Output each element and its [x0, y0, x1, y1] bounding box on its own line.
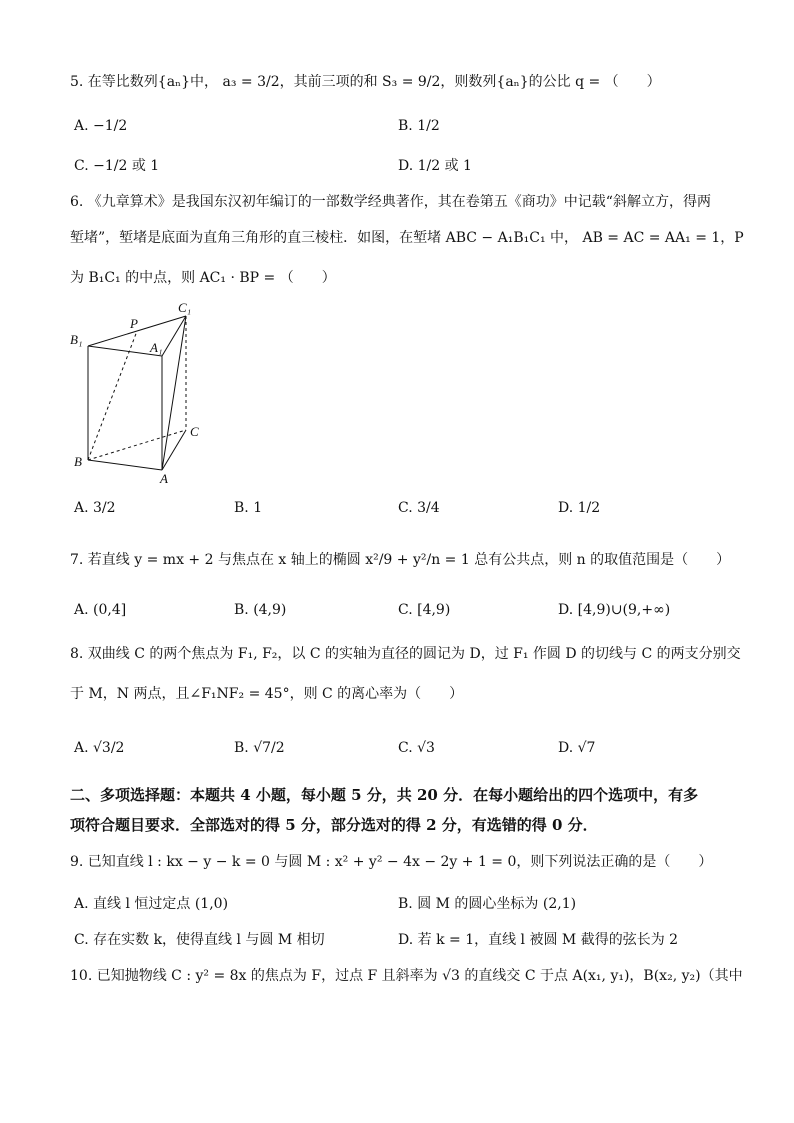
segment-a-c1: [162, 316, 186, 470]
q5-option-b: B. 1/2: [398, 118, 440, 134]
prism-figure: [66, 300, 216, 490]
q6-option-c: C. 3/4: [398, 500, 440, 516]
q7-option-c: C. [4,9): [398, 602, 451, 618]
q5-option-c: C. −1/2 或 1: [74, 158, 160, 174]
q7-stem: 7. 若直线 y = mx + 2 与焦点在 x 轴上的椭圆 x²/9 + y²/n = 1 总有公共点，则 n 的取值范围是（ ）: [70, 552, 731, 568]
q9-option-b: B. 圆 M 的圆心坐标为 (2,1): [398, 896, 577, 912]
q6-option-d: D. 1/2: [558, 500, 601, 516]
q10-stem: 10. 已知抛物线 C : y² = 8x 的焦点为 F，过点 F 且斜率为 √3 的直线交 C 于点 A(x₁, y₁)，B(x₂, y₂)（其中: [70, 968, 743, 984]
edge-b-c: [88, 430, 186, 460]
section2-instructions-line1: 二、多项选择题：本题共 4 小题，每小题 5 分，共 20 分．在每小题给出的四个选项中，有多: [70, 786, 699, 804]
q8-stem-line1: 8. 双曲线 C 的两个焦点为 F₁, F₂，以 C 的实轴为直径的圆记为 D，过 F₁ 作圆 D 的切线与 C 的两支分别交: [70, 646, 741, 662]
edge-b-a: [88, 460, 162, 470]
q6-option-b: B. 1: [234, 500, 263, 516]
q5-option-a: A. −1/2: [74, 118, 128, 134]
label-a1: A₁: [150, 340, 163, 355]
q8-option-d: D. √7: [558, 740, 596, 756]
q8-option-a: A. √3/2: [74, 740, 125, 756]
label-c: C: [190, 424, 199, 439]
q6-stem-line1: 6. 《九章算术》是我国东汉初年编订的一部数学经典著作，其在卷第五《商功》中记载“斜解立方，得两: [70, 194, 711, 210]
q8-option-b: B. √7/2: [234, 740, 285, 756]
q6-stem-line3: 为 B₁C₁ 的中点，则 AC₁ · BP = （ ）: [70, 270, 336, 286]
q5-stem: 5. 在等比数列{aₙ}中， a₃ = 3/2，其前三项的和 S₃ = 9/2，则数列{aₙ}的公比 q = （ ）: [70, 74, 661, 90]
q9-option-d: D. 若 k = 1，直线 l 被圆 M 截得的弦长为 2: [398, 932, 679, 948]
segment-b-p: [88, 331, 137, 460]
q7-option-d: D. [4,9)∪(9,+∞): [558, 602, 671, 618]
label-b: B: [74, 454, 82, 469]
q9-option-a: A. 直线 l 恒过定点 (1,0): [74, 896, 229, 912]
q8-stem-line2: 于 M，N 两点，且∠F₁NF₂ = 45°，则 C 的离心率为（ ）: [70, 686, 464, 702]
q8-option-c: C. √3: [398, 740, 435, 756]
label-b1: B₁: [70, 332, 83, 347]
q6-option-a: A. 3/2: [74, 500, 116, 516]
q7-option-a: A. (0,4]: [74, 602, 127, 618]
label-a: A: [160, 471, 168, 486]
section2-instructions-line2: 项符合题目要求．全部选对的得 5 分，部分选对的得 2 分，有选错的得 0 分．: [70, 816, 598, 834]
label-p: P: [130, 316, 138, 331]
q9-option-c: C. 存在实数 k，使得直线 l 与圆 M 相切: [74, 932, 325, 948]
q9-stem: 9. 已知直线 l : kx − y − k = 0 与圆 M : x² + y² − 4x − 2y + 1 = 0，则下列说法正确的是（ ）: [70, 854, 713, 870]
q5-option-d: D. 1/2 或 1: [398, 158, 472, 174]
q6-stem-line2: 堑堵”，堑堵是底面为直角三角形的直三棱柱．如图，在堑堵 ABC − A₁B₁C₁ 中， AB = AC = AA₁ = 1，P: [70, 230, 744, 246]
q7-option-b: B. (4,9): [234, 602, 287, 618]
label-c1: C₁: [178, 300, 192, 315]
